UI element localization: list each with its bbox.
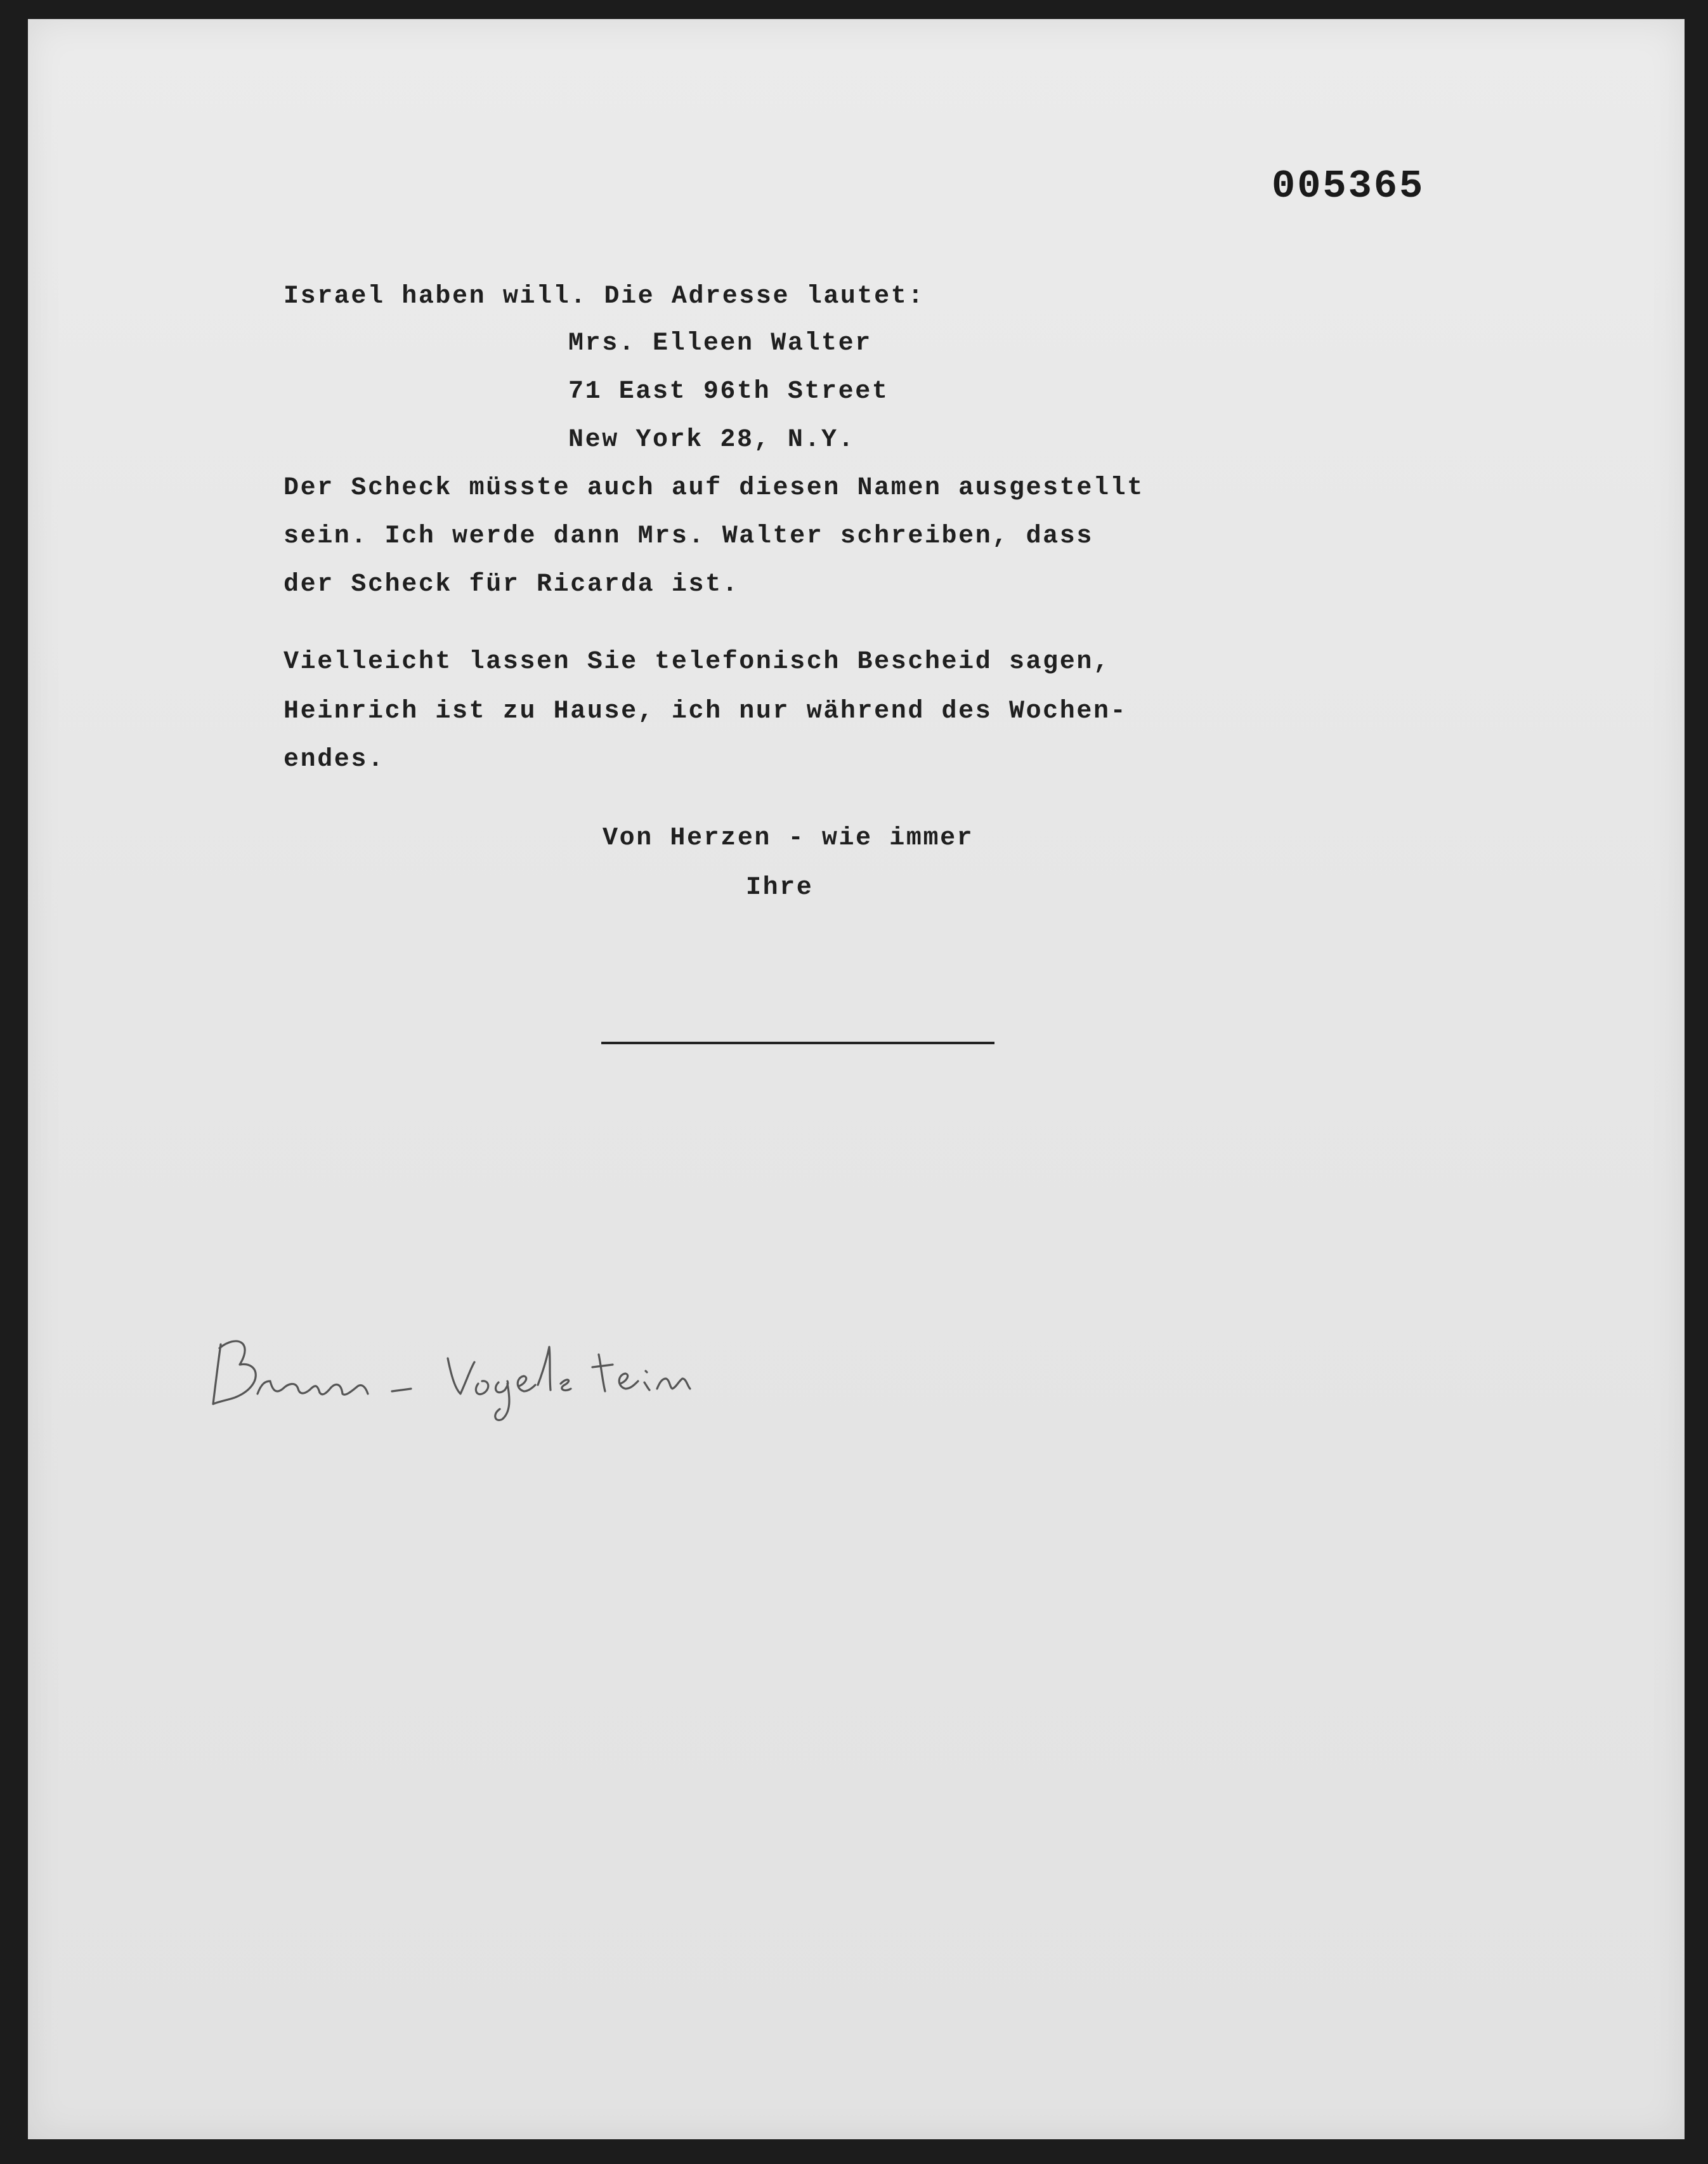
body-line: Der Scheck müsste auch auf diesen Namen ausgestellt xyxy=(284,474,1144,502)
body-line: sein. Ich werde dann Mrs. Walter schreiben, dass xyxy=(284,522,1093,551)
handwritten-annotation xyxy=(202,1323,773,1424)
body-line: Israel haben will. Die Adresse lautet: xyxy=(284,282,925,311)
body-line: endes. xyxy=(284,745,385,774)
address-street: 71 East 96th Street xyxy=(568,377,889,406)
body-line: Vielleicht lassen Sie telefonisch Bescheid sagen, xyxy=(284,648,1111,676)
closing-signoff: Ihre xyxy=(746,874,814,902)
document-number: 005365 xyxy=(1272,164,1425,209)
body-line: Heinrich ist zu Hause, ich nur während des Wochen- xyxy=(284,697,1128,726)
body-line: der Scheck für Ricarda ist. xyxy=(284,570,740,599)
signature-line xyxy=(601,1042,994,1044)
closing-line: Von Herzen - wie immer xyxy=(603,824,974,853)
address-name: Mrs. Elleen Walter xyxy=(568,329,872,358)
address-city: New York 28, N.Y. xyxy=(568,426,856,454)
